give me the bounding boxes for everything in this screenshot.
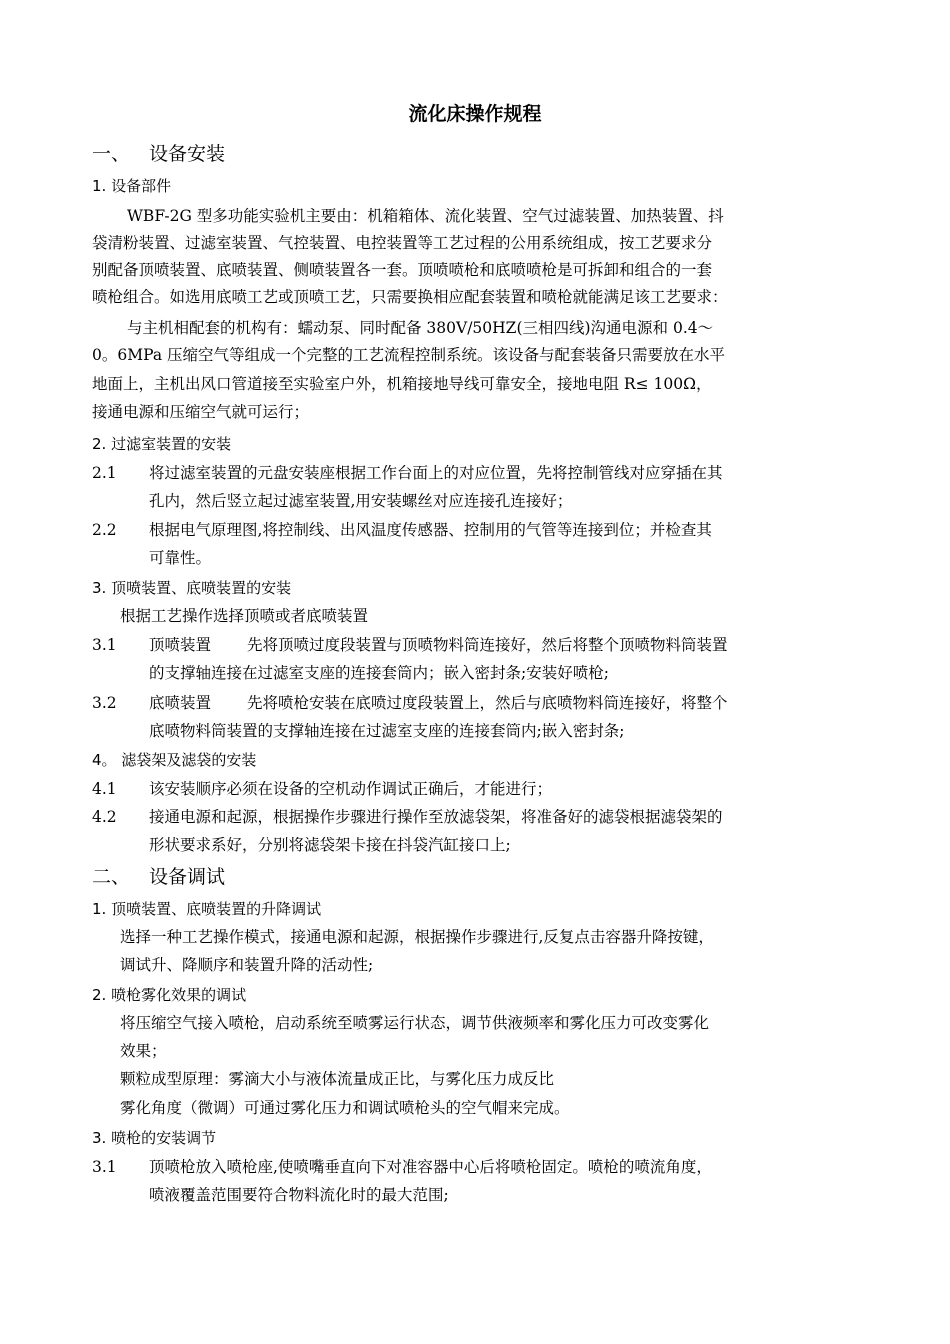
- section-1-heading: [92, 141, 225, 167]
- paragraph-line: 袋清粉装置、过滤室装置、气控装置、电控装置等工艺过程的公用系统组成，按工艺要求分: [92, 234, 713, 252]
- paragraph-line: 选择一种工艺操作模式，接通电源和起源，根据操作步骤进行,反复点击容器升降按键，: [120, 928, 714, 946]
- paragraph-line: 喷枪组合。如选用底喷工艺或顶喷工艺，只需要换相应配套装置和喷枪就能满足该工艺要求：: [92, 288, 728, 306]
- paragraph-line: 别配备顶喷装置、底喷装置、侧喷装置各一套。顶喷喷枪和底喷喷枪是可拆卸和组合的一套: [92, 261, 713, 279]
- paragraph-line: 与主机相配套的机构有：蠕动泵、同时配备 380V/50HZ(三相四线)沟通电源和 0.4～: [127, 319, 714, 337]
- paragraph-line: 颗粒成型原理：雾滴大小与液体流量成正比，与雾化压力成反比: [120, 1070, 555, 1088]
- paragraph-line: 雾化角度（微调）可通过雾化压力和调试喷枪头的空气帽来完成。: [120, 1099, 570, 1117]
- paragraph-line: 调试升、降顺序和装置升降的活动性;: [120, 956, 374, 974]
- document-title: 流化床操作规程: [408, 103, 542, 125]
- subsection-2-1-heading: 1. 顶喷装置、底喷装置的升降调试: [92, 900, 322, 918]
- section-1-number: 一、: [92, 143, 131, 165]
- document-page: 流化床操作规程 一、 设备安装 1. 设备部件 WBF-2G 型多功能实验机主要由：机箱箱体、流化装置、空气过滤装置、加热装置、抖 袋清粉装置、过滤室装置、气控装置、电控装置等工艺过程的公用系统组成，按工艺要求分 别配备顶喷装置、底喷装置、侧喷装置各一套。顶喷喷枪和底喷喷枪是可拆卸和组合的一套 喷枪组合。如选用底喷工艺或顶喷工艺，只需要换相应配套装置和喷枪就能满足该工艺要求： 与主机相配套的机构有：蠕动泵、同时配备 380V/50HZ(三相四线)沟通电源和 0.4～ 0。6MPa 压缩空气等组成一个完整的工艺流程控制系统。该设备与配套装备只需要放在水平 地面上，主机出风口管道接至实验室户外，机箱接地导线可靠安全，接地电阻 R≤ 100Ω， 接通电源和压缩空气就可运行； 2. 过滤室装置的安装 2.1 将过滤室装置的元盘安装座根据工作台面上的对应位置，先将控制管线对应穿插在其 孔内，然后竖立起过滤室装置,用安装螺丝对应连接孔连接好； 2.2 根据电气原理图,将控制线、出风温度传感器、控制用的气管等连接到位；并检查其 可靠性。 3. 顶喷装置、底喷装置的安装 根据工艺操作选择顶喷或者底喷装置 3.1 顶喷装置 先将顶喷过度段装置与顶喷物料筒连接好，然后将整个顶喷物料筒装置 的支撑轴连接在过滤室支座的连接套筒内；嵌入密封条;安装好喷枪; 3.2 底喷装置 先将喷枪安装在底喷过度段装置上，然后与底喷物料筒连接好，将整个 底喷物料筒装置的支撑轴连接在过滤室支座的连接套筒内;嵌入密封条; 4。 滤袋架及滤袋的安装 4.1 该安装顺序必须在设备的空机动作调试正确后，才能进行； 4.2 接通电源和起源，根据操作步骤进行操作至放滤袋架，将准备好的滤袋根据滤袋架的 形状要求系好，分别将滤袋架卡接在抖袋汽缸接口上; 二、 设备调试 1. 顶喷装置、底喷装置的升降调试 选择一种工艺操作模式，接通电源和起源，根据操作步骤进行,反复点击容器升降按键， 调试升、降顺序和装置升降的活动性; 2. 喷枪雾化效果的调试 将压缩空气接入喷枪，启动系统至喷雾运行状态，调节供液频率和雾化压力可改变雾化 效果； 颗粒成型原理：雾滴大小与液体流量成正比，与雾化压力成反比 雾化角度（微调）可通过雾化压力和调试喷枪头的空气帽来完成。 3. 喷枪的安装调节 3.1 顶喷枪放入喷枪座,使喷嘴垂直向下对准容器中心后将喷枪固定。喷枪的喷流角度， 喷液覆盖范围要符合物料流化时的最大范围;: [0, 0, 950, 1344]
- subsection-1-1-heading: 1. 设备部件: [92, 177, 172, 195]
- paragraph-line: 0。6MPa 压缩空气等组成一个完整的工艺流程控制系统。该设备与配套装备只需要放在水平: [92, 346, 725, 364]
- subsection-1-4-heading: 4。 滤袋架及滤袋的安装: [92, 751, 257, 769]
- section-1-title: 设备安装: [149, 143, 226, 165]
- subsection-2-2-heading: 2. 喷枪雾化效果的调试: [92, 986, 247, 1004]
- section-2-title: 设备调试: [149, 866, 226, 888]
- section-2-number: 二、: [92, 866, 131, 888]
- paragraph-line: 地面上，主机出风口管道接至实验室户外，机箱接地导线可靠安全，接地电阻 R≤ 100Ω，: [92, 375, 712, 393]
- subsection-1-2-heading: 2. 过滤室装置的安装: [92, 435, 232, 453]
- section-2-heading: [92, 864, 225, 890]
- subsection-1-3-heading: 3. 顶喷装置、底喷装置的安装: [92, 579, 292, 597]
- subsection-2-3-heading: 3. 喷枪的安装调节: [92, 1129, 217, 1147]
- paragraph-line: 接通电源和压缩空气就可运行；: [92, 403, 310, 421]
- paragraph-line: 将压缩空气接入喷枪，启动系统至喷雾运行状态，调节供液频率和雾化压力可改变雾化: [120, 1014, 710, 1032]
- paragraph-line: 效果；: [120, 1042, 167, 1060]
- paragraph-line: 根据工艺操作选择顶喷或者底喷装置: [120, 607, 369, 625]
- paragraph-line: WBF-2G 型多功能实验机主要由：机箱箱体、流化装置、空气过滤装置、加热装置、抖: [127, 207, 724, 225]
